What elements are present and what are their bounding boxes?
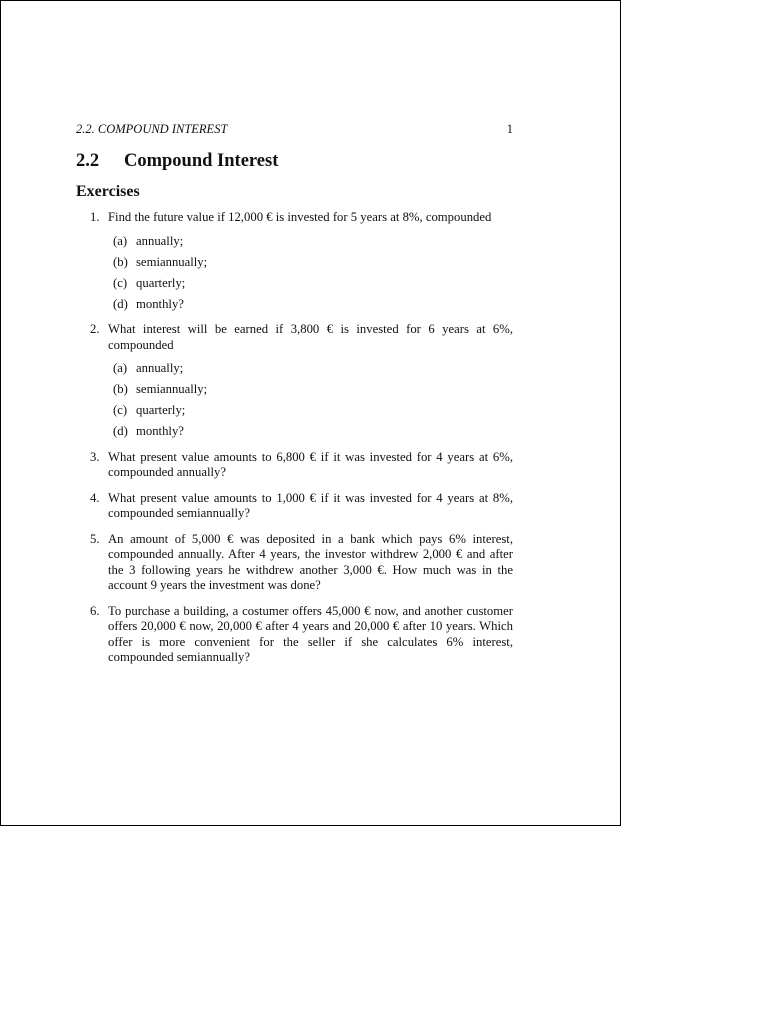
sub-item [108,297,513,313]
sub-item [108,424,513,440]
sub-label: (d) [113,424,128,438]
sub-label: (d) [113,296,128,311]
sub-item [108,361,513,377]
sub-label: (c) [113,275,128,290]
exercise-item [76,210,513,312]
sub-label: (a) [113,361,128,375]
exercise-number: 6. [90,603,100,618]
section-title [76,151,278,172]
exercise-item [76,322,513,440]
exercise-number: 1. [90,210,100,224]
sub-text: semiannually; [136,382,208,396]
sub-text: semiannually; [136,254,208,269]
sub-label: (b) [113,254,128,269]
sub-item [108,382,513,398]
exercise-number: 4. [90,490,100,505]
sub-item [108,403,513,419]
sub-list [108,361,513,440]
exercise-item [76,532,513,594]
running-head-title: 2.2. COMPOUND INTEREST [76,122,228,136]
exercise-number: 2. [90,322,100,336]
exercise-number: 5. [90,531,100,546]
sub-text: annually; [136,361,184,375]
exercise-list [76,210,513,666]
exercise-text: Find the future value if 12,000 € is invested for 5 years at 8%, compounded [108,210,492,224]
exercises-heading: Exercises [76,183,140,200]
sub-text: monthly? [136,424,184,438]
sub-text: quarterly; [136,403,186,417]
exercise-text: An amount of 5,000 € was deposited in a bank which pays 6% interest, compounded annually. After 4 years, the investor withdrew 2,000 € and after the 3 following years he withdrew another 3,000 €. How much was in the account 9 years the investment was done? [108,531,513,592]
exercise-item [76,491,513,522]
sub-text: quarterly; [136,275,186,290]
sub-item [108,255,513,271]
exercise-text: What present value amounts to 1,000 € if it was invested for 4 years at 8%, compounded semiannually? [108,490,513,520]
sub-item [108,234,513,250]
sub-item [108,276,513,292]
running-head [76,122,513,137]
exercise-number: 3. [90,449,100,464]
exercise-item [76,450,513,481]
page-number: 1 [506,122,513,136]
sub-label: (a) [113,233,128,248]
section-title-text: Compound Interest [124,151,279,171]
sub-label: (c) [113,403,128,417]
exercise-item [76,604,513,666]
sub-text: annually; [136,233,184,248]
section-number: 2.2 [76,151,100,171]
exercise-list-container [76,210,513,676]
sub-label: (b) [113,382,128,396]
sub-text: monthly? [136,296,184,311]
exercise-text: What present value amounts to 6,800 € if it was invested for 4 years at 6%, compounded annually? [108,449,513,479]
exercise-text: To purchase a building, a costumer offers 45,000 € now, and another customer offers 20,000 € now, 20,000 € after 4 years and 20,000 € after 10 years. Which offer is more convenient for the seller if she calculates 6% interest, compounded semiannually? [108,603,513,664]
sub-list [108,234,513,313]
exercise-text: What interest will be earned if 3,800 € is invested for 6 years at 6%, compounded [108,322,513,352]
